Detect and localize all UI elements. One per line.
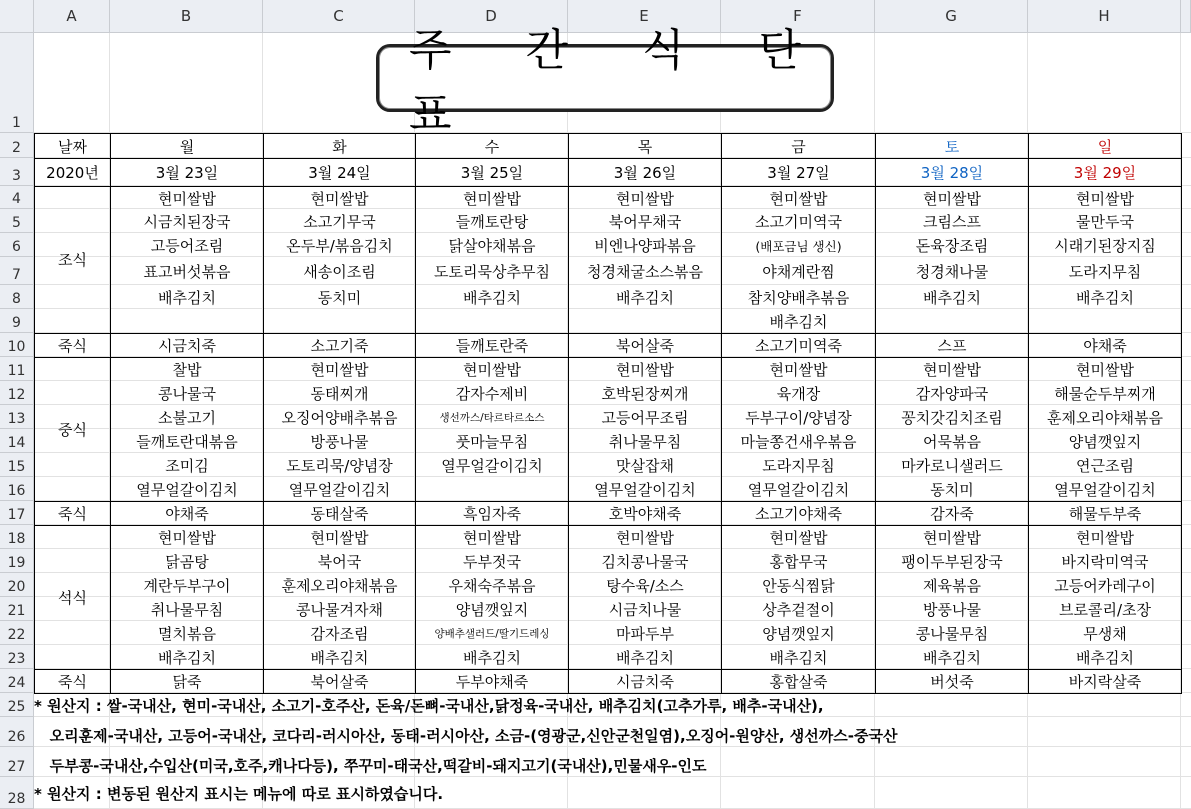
menu-item-cell[interactable]: 소불고기 [110,405,264,430]
date-label-cell[interactable]: 날짜 [34,133,111,159]
menu-item-cell[interactable]: 청경채나물 [875,257,1029,286]
row-header-7[interactable]: 7 [0,257,34,285]
menu-item-cell[interactable]: 해물순두부찌개 [1028,381,1182,406]
menu-item-cell[interactable]: 배추김치 [110,645,264,670]
menu-item-cell[interactable]: 열무얼갈이김치 [721,477,876,502]
menu-item-cell[interactable]: 방풍나물 [263,429,416,454]
menu-item-cell[interactable]: 야채죽 [1028,333,1182,358]
year-cell[interactable]: 2020년 [34,158,111,187]
meal-label-cell[interactable]: 석식 [34,525,111,670]
menu-item-cell[interactable]: 마파두부 [568,621,722,646]
menu-item-cell[interactable]: 현미쌀밥 [721,186,876,210]
column-header-a[interactable]: A [34,0,110,33]
menu-item-cell[interactable]: 마카로니샐러드 [875,453,1029,478]
menu-item-cell[interactable]: 마늘쫑건새우볶음 [721,429,876,454]
column-header-h[interactable]: H [1028,0,1181,33]
row-header-8[interactable]: 8 [0,285,34,309]
menu-item-cell[interactable]: 새송이조림 [263,257,416,286]
menu-item-cell[interactable]: 꽁치갓김치조림 [875,405,1029,430]
menu-item-cell[interactable]: 배추김치 [875,645,1029,670]
menu-title-box [376,25,834,140]
menu-item-cell[interactable]: 훈제오리야채볶음 [1028,405,1182,430]
menu-item-cell[interactable]: 열무얼갈이김치 [110,477,264,502]
meal-label-cell[interactable]: 죽식 [34,501,111,526]
menu-item-cell[interactable]: 취나물무침 [110,597,264,622]
menu-item-cell[interactable]: 흑임자죽 [415,501,569,526]
row-header-1[interactable]: 1 [0,33,34,133]
gridline [34,776,1191,777]
menu-item-cell[interactable]: 생선까스/타르타르소스 [415,405,569,430]
menu-item-cell[interactable]: 돈육장조림 [875,233,1029,258]
menu-item-cell[interactable]: 야채계란찜 [721,257,876,286]
menu-item-cell[interactable]: 감자죽 [875,501,1029,526]
menu-item-cell[interactable]: 청경채굴소스볶음 [568,257,722,286]
day-header-cell[interactable]: 토 [875,133,1029,159]
menu-item-cell[interactable]: 시금치죽 [568,669,722,694]
menu-item-cell[interactable]: 연근조림 [1028,453,1182,478]
menu-item-cell[interactable]: 온두부/볶음김치 [263,233,416,258]
menu-item-cell[interactable]: 양배추샐러드/딸기드레싱 [415,621,569,646]
menu-item-cell[interactable]: 시금치된장국 [110,209,264,234]
menu-item-cell[interactable]: 북어국 [263,549,416,574]
date-cell[interactable]: 3월 25일 [415,158,569,187]
menu-item-cell[interactable]: 감자수제비 [415,381,569,406]
menu-item-cell[interactable]: 해물두부죽 [1028,501,1182,526]
row-header-25[interactable]: 25 [0,693,34,717]
menu-item-cell[interactable]: 감자조림 [263,621,416,646]
menu-item-cell[interactable]: 시금치나물 [568,597,722,622]
row-header-4[interactable]: 4 [0,186,34,209]
menu-item-cell[interactable]: 탕수육/소스 [568,573,722,598]
menu-item-cell[interactable]: 취나물무침 [568,429,722,454]
column-header-e[interactable]: E [568,0,721,33]
meal-label-cell[interactable]: 조식 [34,186,111,334]
menu-item-cell[interactable]: 소고기미역죽 [721,333,876,358]
row-header-24[interactable]: 24 [0,669,34,693]
menu-item-cell[interactable]: 양념깻잎지 [415,597,569,622]
menu-item-cell[interactable]: 현미쌀밥 [415,357,569,382]
menu-item-cell[interactable]: 현미쌀밥 [721,525,876,550]
menu-item-cell[interactable]: 열무얼갈이김치 [568,477,722,502]
menu-item-cell[interactable]: 배추김치 [721,645,876,670]
menu-item-cell[interactable]: 동태살죽 [263,501,416,526]
menu-item-cell[interactable]: 무생채 [1028,621,1182,646]
menu-item-cell[interactable]: 호박야채죽 [568,501,722,526]
menu-item-cell[interactable]: 버섯죽 [875,669,1029,694]
row-header-10[interactable]: 10 [0,333,34,357]
origin-note-line: 두부콩-국내산,수입산(미국,호주,캐나다등), 쭈꾸미-태국산,떡갈비-돼지고기(국내산),민물새우-인도 [34,757,707,775]
menu-item-cell[interactable]: 고등어조림 [110,233,264,258]
menu-item-cell[interactable]: 닭죽 [110,669,264,694]
menu-item-cell[interactable]: 현미쌀밥 [1028,357,1182,382]
menu-item-cell[interactable]: 비엔나양파볶음 [568,233,722,258]
menu-item-cell[interactable]: 두부야채죽 [415,669,569,694]
row-header-11[interactable]: 11 [0,357,34,381]
menu-item-cell[interactable]: 시래기된장지짐 [1028,233,1182,258]
row-header-23[interactable]: 23 [0,645,34,669]
day-header-cell[interactable]: 일 [1028,133,1182,159]
menu-item-cell[interactable]: 김치콩나물국 [568,549,722,574]
menu-item-cell[interactable]: 팽이두부된장국 [875,549,1029,574]
menu-item-cell[interactable]: 호박된장찌개 [568,381,722,406]
menu-item-cell[interactable] [415,309,569,334]
row-header-2[interactable]: 2 [0,133,34,158]
menu-item-cell[interactable]: 맛살잡채 [568,453,722,478]
menu-item-cell[interactable]: 도라지무침 [721,453,876,478]
row-header-26[interactable]: 26 [0,717,34,747]
menu-item-cell[interactable]: 두부구이/양념장 [721,405,876,430]
meal-label-cell[interactable]: 죽식 [34,669,111,694]
menu-item-cell[interactable]: 물만두국 [1028,209,1182,234]
menu-item-cell[interactable]: 멸치볶음 [110,621,264,646]
menu-item-cell[interactable]: 크림스프 [875,209,1029,234]
menu-item-cell[interactable]: 북어무채국 [568,209,722,234]
menu-item-cell[interactable]: 열무얼갈이김치 [263,477,416,502]
meal-label-cell[interactable]: 죽식 [34,333,111,358]
menu-item-cell[interactable]: 두부젓국 [415,549,569,574]
menu-item-cell[interactable]: 소고기야채죽 [721,501,876,526]
date-cell[interactable]: 3월 29일 [1028,158,1182,187]
menu-item-cell[interactable]: 배추김치 [1028,645,1182,670]
menu-item-cell[interactable]: 현미쌀밥 [568,357,722,382]
row-header-16[interactable]: 16 [0,477,34,501]
menu-item-cell[interactable]: 동치미 [875,477,1029,502]
menu-item-cell[interactable]: 바지락살죽 [1028,669,1182,694]
menu-item-cell[interactable]: 어묵볶음 [875,429,1029,454]
row-header-3[interactable]: 3 [0,158,34,186]
row-header-14[interactable]: 14 [0,429,34,453]
menu-item-cell[interactable]: 우채숙주볶음 [415,573,569,598]
menu-item-cell[interactable]: 현미쌀밥 [568,525,722,550]
menu-item-cell[interactable]: 도토리묵상추무침 [415,257,569,286]
menu-item-cell[interactable]: 현미쌀밥 [1028,186,1182,210]
menu-item-cell[interactable]: 홍합살죽 [721,669,876,694]
row-header-20[interactable]: 20 [0,573,34,597]
menu-item-cell[interactable]: 들깨토란죽 [415,333,569,358]
menu-item-cell[interactable]: 현미쌀밥 [568,186,722,210]
menu-item-cell[interactable]: 배추김치 [415,645,569,670]
gridline [34,716,1191,717]
menu-item-cell[interactable]: 현미쌀밥 [110,186,264,210]
column-header-c[interactable]: C [263,0,415,33]
menu-item-cell[interactable]: 열무얼갈이김치 [1028,477,1182,502]
menu-item-cell[interactable]: 소고기무국 [263,209,416,234]
menu-item-cell[interactable] [568,309,722,334]
menu-item-cell[interactable]: 콩나물겨자채 [263,597,416,622]
row-header-18[interactable]: 18 [0,525,34,549]
gridline [34,746,1191,747]
row-header-28[interactable]: 28 [0,777,34,809]
menu-item-cell[interactable]: 열무얼갈이김치 [415,453,569,478]
menu-item-cell[interactable]: 북어살죽 [568,333,722,358]
day-header-cell[interactable]: 목 [568,133,722,159]
column-header-g[interactable]: G [875,0,1028,33]
menu-item-cell[interactable]: 닭곰탕 [110,549,264,574]
menu-item-cell[interactable]: 배추김치 [110,285,264,310]
column-header-d[interactable]: D [415,0,568,33]
menu-item-cell[interactable]: 감자양파국 [875,381,1029,406]
row-header-15[interactable]: 15 [0,453,34,477]
menu-item-cell[interactable]: 배추김치 [568,645,722,670]
menu-item-cell[interactable]: 현미쌀밥 [263,186,416,210]
menu-item-cell[interactable]: 동태찌개 [263,381,416,406]
menu-item-cell[interactable] [263,309,416,334]
menu-item-cell[interactable]: 조미김 [110,453,264,478]
day-header-cell[interactable]: 수 [415,133,569,159]
menu-item-cell[interactable]: 들깨토란대볶음 [110,429,264,454]
menu-item-cell[interactable]: 육개장 [721,381,876,406]
menu-item-cell[interactable]: 제육볶음 [875,573,1029,598]
menu-item-cell[interactable]: 계란두부구이 [110,573,264,598]
menu-item-cell[interactable]: 양념깻잎지 [721,621,876,646]
row-header-17[interactable]: 17 [0,501,34,525]
menu-item-cell[interactable]: 방풍나물 [875,597,1029,622]
menu-item-cell[interactable]: 현미쌀밥 [415,525,569,550]
menu-item-cell[interactable]: 고등어카레구이 [1028,573,1182,598]
menu-item-cell[interactable]: 현미쌀밥 [1028,525,1182,550]
menu-item-cell[interactable]: 콩나물국 [110,381,264,406]
menu-item-cell[interactable]: 배추김치 [415,285,569,310]
menu-item-cell[interactable] [415,477,569,502]
day-header-cell[interactable]: 월 [110,133,264,159]
menu-item-cell[interactable]: 홍합무국 [721,549,876,574]
menu-item-cell[interactable]: 소고기죽 [263,333,416,358]
origin-note-line: 오리훈제-국내산, 고등어-국내산, 코다리-러시아산, 동태-러시아산, 소금-(영광군,신안군천일염),오징어-원양산, 생선까스-중국산 [34,727,898,745]
menu-item-cell[interactable]: 양념깻잎지 [1028,429,1182,454]
day-header-cell[interactable]: 금 [721,133,876,159]
date-cell[interactable]: 3월 26일 [568,158,722,187]
menu-item-cell[interactable]: 배추김치 [263,645,416,670]
menu-item-cell[interactable]: 배추김치 [568,285,722,310]
menu-item-cell[interactable]: 바지락미역국 [1028,549,1182,574]
origin-note-line: * 원산지 : 쌀-국내산, 현미-국내산, 소고기-호주산, 돈육/돈뼈-국내산,닭정육-국내산, 배추김치(고추가루, 배추-국내산), [34,697,824,715]
menu-item-cell[interactable]: 스프 [875,333,1029,358]
menu-title: 주 간 식 단 표 [409,25,831,140]
row-header-6[interactable]: 6 [0,233,34,257]
menu-item-cell[interactable]: 닭살야채볶음 [415,233,569,258]
menu-item-cell[interactable]: 참치양배추볶음 [721,285,876,310]
date-cell[interactable]: 3월 24일 [263,158,416,187]
meal-label-cell[interactable]: 중식 [34,357,111,502]
menu-item-cell[interactable]: 현미쌀밥 [721,357,876,382]
menu-item-cell[interactable]: 도라지무침 [1028,257,1182,286]
row-header-9[interactable]: 9 [0,309,34,333]
menu-item-cell[interactable]: 배추김치 [875,285,1029,310]
row-header-5[interactable]: 5 [0,209,34,233]
row-header-19[interactable]: 19 [0,549,34,573]
menu-item-cell[interactable]: 현미쌀밥 [110,525,264,550]
column-header-f[interactable]: F [721,0,875,33]
menu-item-cell[interactable] [875,309,1029,334]
menu-item-cell[interactable]: 시금치죽 [110,333,264,358]
menu-item-cell[interactable]: 소고기미역국 [721,209,876,234]
menu-item-cell[interactable]: 현미쌀밥 [263,525,416,550]
menu-item-cell[interactable]: 야채죽 [110,501,264,526]
menu-item-cell[interactable]: 들깨토란탕 [415,209,569,234]
row-header-12[interactable]: 12 [0,381,34,405]
menu-item-cell[interactable]: 오징어양배추볶음 [263,405,416,430]
menu-item-cell[interactable]: 콩나물무침 [875,621,1029,646]
menu-item-cell[interactable]: 도토리묵/양념장 [263,453,416,478]
menu-item-cell[interactable]: 찰밥 [110,357,264,382]
menu-item-cell[interactable]: 훈제오리야채볶음 [263,573,416,598]
menu-item-cell[interactable]: 표고버섯볶음 [110,257,264,286]
menu-item-cell[interactable]: 현미쌀밥 [875,186,1029,210]
menu-item-cell[interactable]: 동치미 [263,285,416,310]
column-header-b[interactable]: B [110,0,263,33]
menu-item-cell[interactable]: 안동식찜닭 [721,573,876,598]
menu-item-cell[interactable]: 배추김치 [721,309,876,334]
date-cell[interactable]: 3월 28일 [875,158,1029,187]
menu-item-cell[interactable]: 현미쌀밥 [263,357,416,382]
menu-item-cell[interactable] [1028,309,1182,334]
menu-item-cell[interactable]: 현미쌀밥 [415,186,569,210]
date-cell[interactable]: 3월 23일 [110,158,264,187]
menu-item-cell[interactable]: 북어살죽 [263,669,416,694]
menu-item-cell[interactable]: 현미쌀밥 [875,357,1029,382]
menu-item-cell[interactable]: 고등어무조림 [568,405,722,430]
select-all-corner[interactable] [0,0,34,33]
row-header-21[interactable]: 21 [0,597,34,621]
column-header-blank [1181,0,1191,33]
row-header-13[interactable]: 13 [0,405,34,429]
date-cell[interactable]: 3월 27일 [721,158,876,187]
menu-item-cell[interactable]: 현미쌀밥 [875,525,1029,550]
menu-item-cell[interactable]: 브로콜리/초장 [1028,597,1182,622]
day-header-cell[interactable]: 화 [263,133,416,159]
menu-item-cell[interactable]: (배포금님 생신) [721,233,876,258]
menu-item-cell[interactable]: 풋마늘무침 [415,429,569,454]
origin-note-line: * 원산지 : 변동된 원산지 표시는 메뉴에 따로 표시하였습니다. [34,785,444,803]
menu-item-cell[interactable]: 상추겉절이 [721,597,876,622]
row-header-27[interactable]: 27 [0,747,34,777]
menu-item-cell[interactable] [110,309,264,334]
row-header-22[interactable]: 22 [0,621,34,645]
menu-item-cell[interactable]: 배추김치 [1028,285,1182,310]
